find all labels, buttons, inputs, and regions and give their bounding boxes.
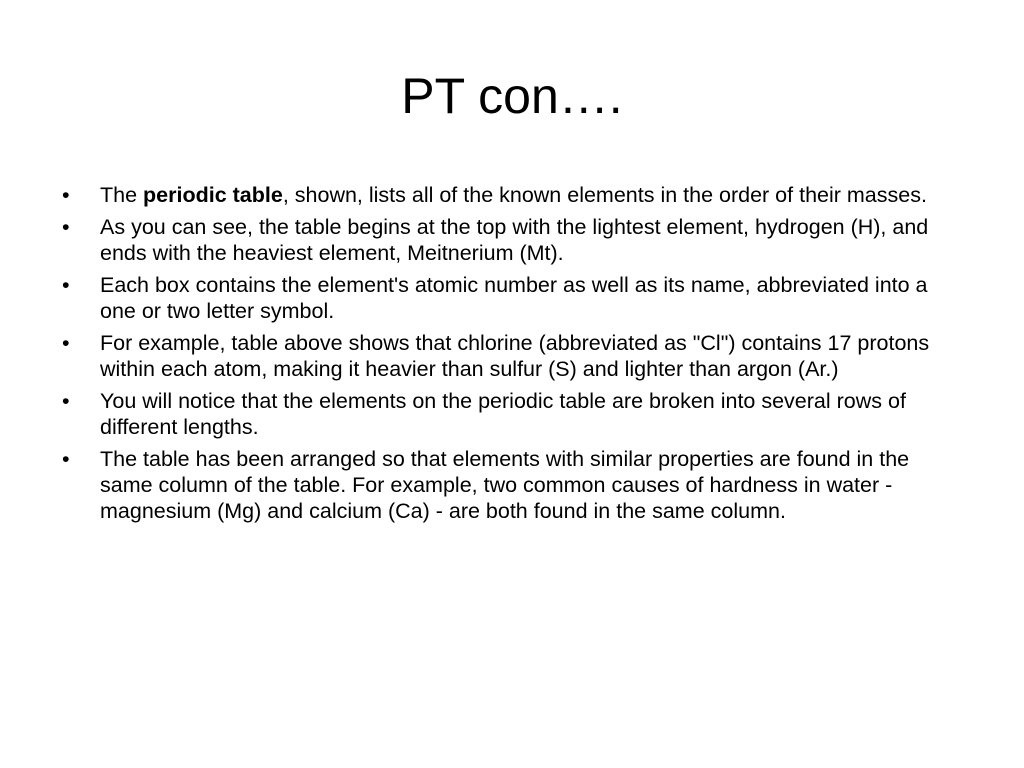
bullet-item-3 [62, 272, 962, 324]
bullet-text-1-bold: periodic table [143, 183, 283, 207]
bullet-icon: • [62, 215, 70, 239]
bullet-text-1-end: , shown, lists all of the known elements in the order of their masses. [282, 183, 927, 207]
bullet-item-4 [62, 330, 962, 382]
bullet-text-1-start: The [100, 183, 144, 207]
bullet-item-1 [62, 182, 962, 208]
bullet-icon: • [62, 183, 70, 207]
bullet-text-4: For example, table above shows that chlorine (abbreviated as "Cl") contains 17 protons within each atom, making it heavier than sulfur (S) and lighter than argon (Ar.) [100, 331, 930, 381]
bullet-item-5 [62, 388, 962, 440]
bullet-text-2: As you can see, the table begins at the top with the lightest element, hydrogen (H), and ends with the heaviest element, Meitnerium (Mt). [100, 215, 929, 265]
bullet-text-3: Each box contains the element's atomic number as well as its name, abbreviated into a one or two letter symbol. [100, 273, 928, 323]
bullet-icon: • [62, 331, 70, 355]
bullet-item-6 [62, 446, 962, 524]
bullet-list [62, 182, 962, 530]
bullet-icon: • [62, 389, 70, 413]
bullet-icon: • [62, 447, 70, 471]
bullet-text-5: You will notice that the elements on the periodic table are broken into several rows of different lengths. [100, 389, 906, 439]
bullet-text-6: The table has been arranged so that elements with similar properties are found in the same column of the table. For example, two common causes of hardness in water - magnesium (Mg) and calcium (Ca) - are both found in the same column. [100, 447, 910, 523]
bullet-icon: • [62, 273, 70, 297]
slide-title: PT con…. [401, 68, 623, 124]
bullet-item-2 [62, 214, 962, 266]
